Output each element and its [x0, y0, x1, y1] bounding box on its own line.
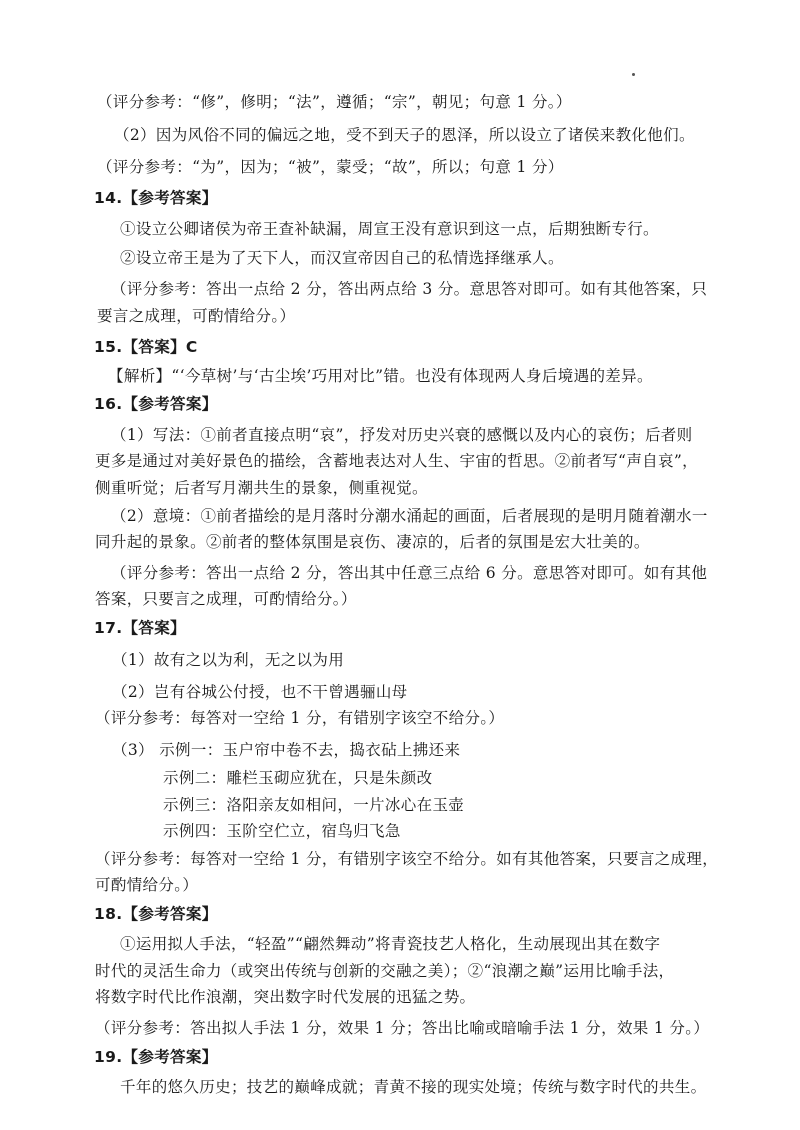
q16-technique-line-3: 侧重听觉；后者写月潮共生的景象，侧重视觉。 — [95, 479, 428, 497]
q15-explanation: 【解析】“‘今草树’与‘古尘埃’巧用对比”错。也没有体现两人身后境遇的差异。 — [108, 367, 653, 385]
q18-answer-line-3: 将数字时代比作浪潮，突出数字时代发展的迅猛之势。 — [95, 988, 476, 1006]
q14-point-2: ②设立帝王是为了天下人，而汉宣帝因自己的私情选择继承人。 — [120, 249, 564, 267]
q16-scoring-note-line-2: 答案，只要言之成理，可酌情给分。） — [95, 590, 357, 608]
q19-heading: 19.【参考答案】 — [94, 1048, 218, 1066]
q18-answer-line-2: 时代的灵活生命力（或突出传统与创新的交融之美）；②“浪潮之巅”运用比喻手法， — [95, 962, 675, 980]
q17-scoring-note-2-line-1: （评分参考：每答对一空给 1 分，有错别字该空不给分。如有其他答案，只要言之成理， — [95, 850, 719, 868]
q13-scoring-note-1: （评分参考：“修”，修明；“法”，遵循；“宗”，朝见；句意 1 分。） — [97, 93, 572, 111]
q17-example-2: 示例二：雕栏玉砌应犹在，只是朱颜改 — [163, 769, 433, 787]
q18-answer-line-1: ①运用拟人手法，“轻盈”“翩然舞动”将青瓷技艺人格化，生动展现出其在数字 — [120, 935, 661, 953]
q17-example-3: 示例三：洛阳亲友如相问，一片冰心在玉壶 — [163, 796, 465, 814]
q14-heading: 14.【参考答案】 — [94, 189, 218, 207]
q16-imagery-line-2: 同升起的景象。②前者的整体氛围是哀伤、凄凉的，后者的氛围是宏大壮美的。 — [95, 533, 650, 551]
q18-scoring-note: （评分参考：答出拟人手法 1 分，效果 1 分；答出比喻或暗喻手法 1 分，效果 1 分。） — [95, 1019, 710, 1037]
q17-scoring-note-2-line-2: 可酌情给分。） — [95, 876, 199, 894]
q15-heading: 15.【答案】C — [94, 338, 198, 356]
q19-answer: 千年的悠久历史；技艺的巅峰成就；青黄不接的现实处境；传统与数字时代的共生。 — [120, 1078, 707, 1096]
q16-heading: 16.【参考答案】 — [94, 395, 218, 413]
q16-imagery-line-1: （2）意境：①前者描绘的是月落时分潮水涌起的画面，后者展现的是明月随着潮水一 — [111, 507, 708, 525]
q18-heading: 18.【参考答案】 — [94, 905, 218, 923]
scan-speck — [632, 73, 635, 76]
q17-answer-1: （1）故有之以为利，无之以为用 — [112, 651, 345, 669]
q14-scoring-note-line-2: 要言之成理，可酌情给分。） — [97, 307, 296, 325]
q17-example-4: 示例四：玉阶空伫立，宿鸟归飞急 — [163, 822, 401, 840]
q16-scoring-note-line-1: （评分参考：答出一点给 2 分，答出其中任意三点给 6 分。意思答对即可。如有其他 — [111, 564, 708, 582]
q13-scoring-note-2: （评分参考：“为”，因为；“被”，蒙受；“故”，所以；句意 1 分） — [97, 158, 564, 176]
q13-answer-2: （2）因为风俗不同的偏远之地，受不到天子的恩泽，所以设立了诸侯来教化他们。 — [114, 126, 695, 144]
q17-scoring-note-1: （评分参考：每答对一空给 1 分，有错别字该空不给分。） — [95, 709, 505, 727]
q14-scoring-note-line-1: （评分参考：答出一点给 2 分，答出两点给 3 分。意思答对即可。如有其他答案，只 — [111, 280, 708, 298]
q17-answer-2: （2）岂有谷城公付授，也不干曾遇骊山母 — [112, 683, 408, 701]
q17-example-1: （3） 示例一：玉户帘中卷不去，捣衣砧上拂还来 — [112, 741, 461, 759]
q16-technique-line-1: （1）写法：①前者直接点明“哀”，抒发对历史兴衰的感慨以及内心的哀伤；后者则 — [111, 426, 693, 444]
q17-heading: 17.【答案】 — [94, 619, 186, 637]
q16-technique-line-2: 更多是通过对美好景色的描绘，含蓄地表达对人生、宇宙的哲思。②前者写“声自哀”， — [95, 452, 699, 470]
q14-point-1: ①设立公卿诸侯为帝王查补缺漏，周宣王没有意识到这一点，后期独断专行。 — [120, 220, 659, 238]
